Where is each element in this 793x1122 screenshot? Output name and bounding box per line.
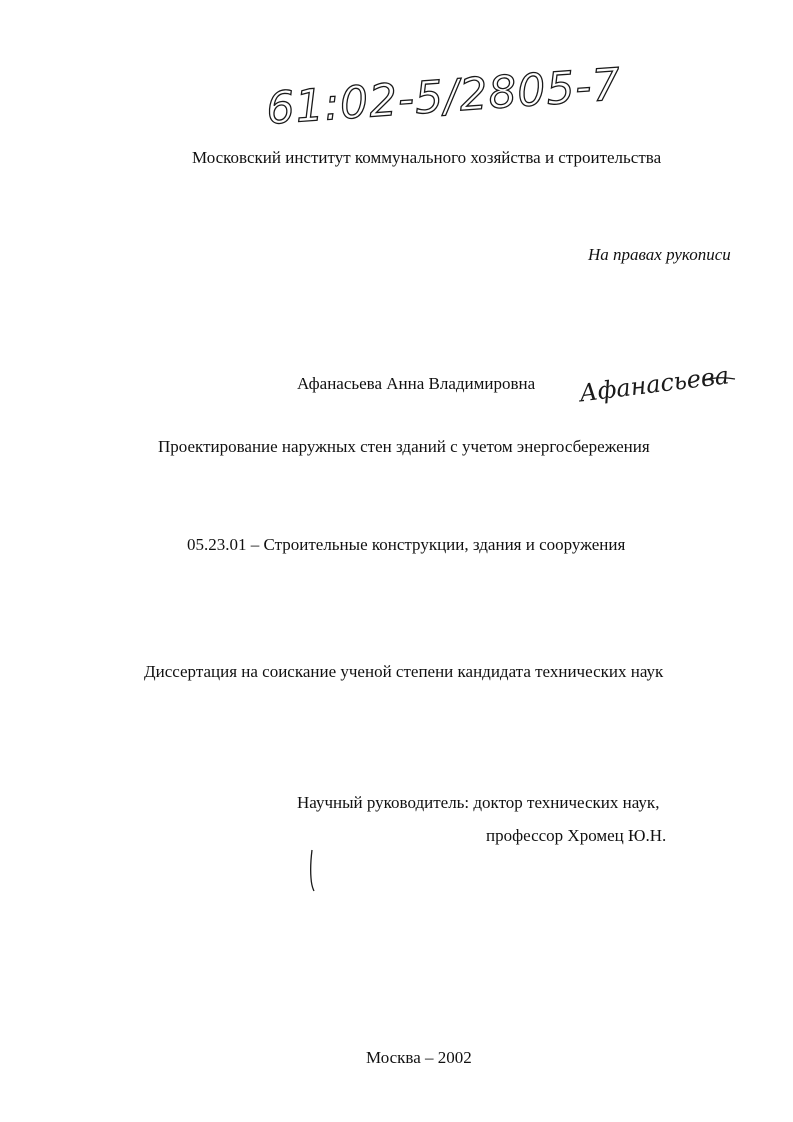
rights-note: На правах рукописи — [588, 245, 731, 264]
supervisor-line-1: Научный руководитель: доктор технических наук, — [297, 793, 660, 812]
handwritten-registration-number — [262, 59, 623, 135]
pen-mark — [305, 848, 319, 893]
specialty-code: 05.23.01 – Строительные конструкции, здания и сооружения — [187, 535, 626, 554]
author-signature — [575, 360, 740, 408]
supervisor-line-2: профессор Хромец Ю.Н. — [486, 826, 667, 845]
dissertation-type: Диссертация на соискание ученой степени кандидата технических наук — [144, 662, 664, 681]
institution-name: Московский институт коммунального хозяйства и строительства — [192, 148, 662, 167]
city-year: Москва – 2002 — [366, 1048, 472, 1067]
handwritten-registration-number-text: 61:02-5/2805-7 — [264, 59, 623, 135]
author-name: Афанасьева Анна Владимировна — [297, 374, 536, 393]
author-signature-text: Афанасьева — [577, 361, 731, 408]
dissertation-title: Проектирование наружных стен зданий с учетом энергосбережения — [158, 437, 650, 456]
